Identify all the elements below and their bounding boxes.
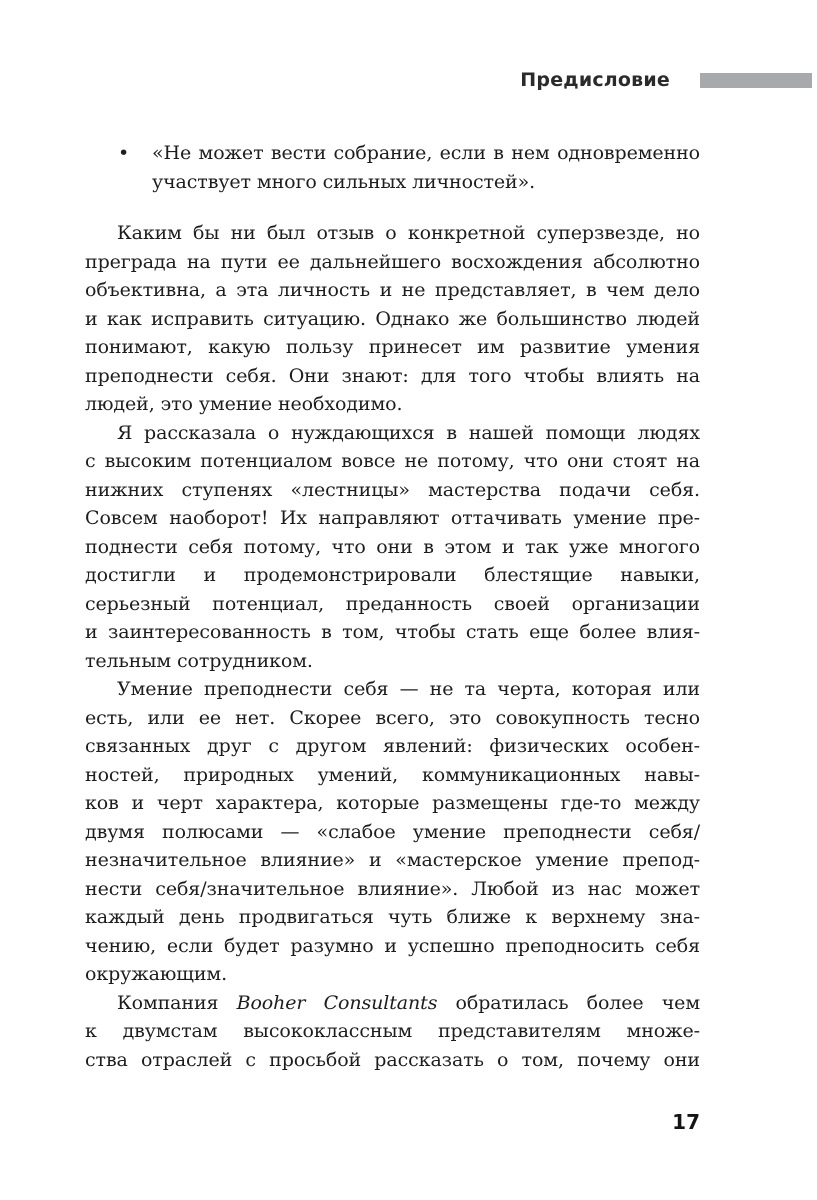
text-line: ства отраслей с просьбой рассказать о том, почему они (85, 1048, 700, 1071)
text-line: людей, это умение необходимо. (85, 393, 403, 415)
text-line: и как исправить ситуацию. Однако же большинство людей (85, 307, 700, 330)
text-line: понимают, какую пользу принесет им развитие умения (85, 336, 700, 358)
bullet-marker: • (118, 142, 130, 164)
text-segment: Компания (117, 991, 237, 1014)
paragraph (85, 675, 700, 989)
text-line: преграда на пути ее дальнейшего восхождения абсолютно (85, 250, 700, 273)
page-header (85, 66, 812, 94)
paragraph (85, 419, 700, 676)
text-line: двумя полюсами — «слабое умение преподнести себя/ (85, 820, 700, 843)
paragraph (85, 219, 700, 419)
text-line: серьезный потенциал, преданность своей организации (85, 592, 700, 615)
text-line: преподнести себя. Они знают: для того чтобы влиять на (85, 364, 700, 387)
text-line: ков и черт характера, которые размещены где-то между (85, 792, 700, 814)
page-body-text (85, 139, 700, 1074)
paragraph (85, 989, 700, 1075)
text-line: тельным сотрудником. (85, 649, 313, 672)
bullet-list-item (85, 139, 700, 196)
text-line: связанных друг с другом явлений: физических особен- (85, 735, 700, 757)
text-line: Я рассказала о нуждающихся в нашей помощи людях (117, 421, 700, 444)
text-line: достигли и продемонстрировали блестящие навыки, (85, 564, 700, 586)
bullet-quote-text (152, 139, 700, 196)
text-line: Каким бы ни был отзыв о конкретной суперзвезде, но (117, 222, 700, 244)
running-head-title: Предисловие (520, 69, 670, 91)
text-line: окружающим. (85, 963, 228, 985)
header-bar-decoration (700, 73, 812, 88)
text-line: объективна, а эта личность и не представляет, в чем дело (85, 279, 700, 301)
text-line: «Не может вести собрание, если в нем одновременно (152, 142, 700, 164)
text-line: чению, если будет разумно и успешно преподносить себя (85, 934, 700, 957)
text-line: с высоким потенциалом вовсе не потому, что они стоят на (85, 450, 700, 472)
body-paragraphs (85, 219, 700, 1074)
text-line: Умение преподнести себя — не та черта, которая или (117, 678, 700, 700)
text-line: и заинтересованность в том, чтобы стать еще более влия- (85, 621, 700, 643)
text-line: к двумстам высококлассным представителям множе- (85, 1020, 700, 1042)
italic-company-name: Booher Consultants (236, 991, 438, 1014)
text-line: ностей, природных умений, коммуникационных навы- (85, 763, 700, 786)
text-line: незначительное влияние» и «мастерское умение препод- (85, 849, 700, 871)
text-line: нести себя/значительное влияние». Любой из нас может (85, 877, 700, 900)
page-number: 17 (672, 1110, 700, 1134)
text-line: поднести себя потому, что они в этом и так уже многого (85, 535, 700, 558)
text-line (85, 989, 700, 1018)
text-segment: обратилась более чем (437, 991, 701, 1014)
text-line: Совсем наоборот! Их направляют оттачивать умение пре- (85, 507, 700, 529)
text-line: есть, или ее нет. Скорее всего, это совокупность тесно (85, 706, 700, 729)
text-line: участвует много сильных личностей». (152, 170, 536, 193)
text-line: нижних ступенях «лестницы» мастерства подачи себя. (85, 478, 700, 501)
text-line: каждый день продвигаться чуть ближе к верхнему зна- (85, 906, 700, 928)
